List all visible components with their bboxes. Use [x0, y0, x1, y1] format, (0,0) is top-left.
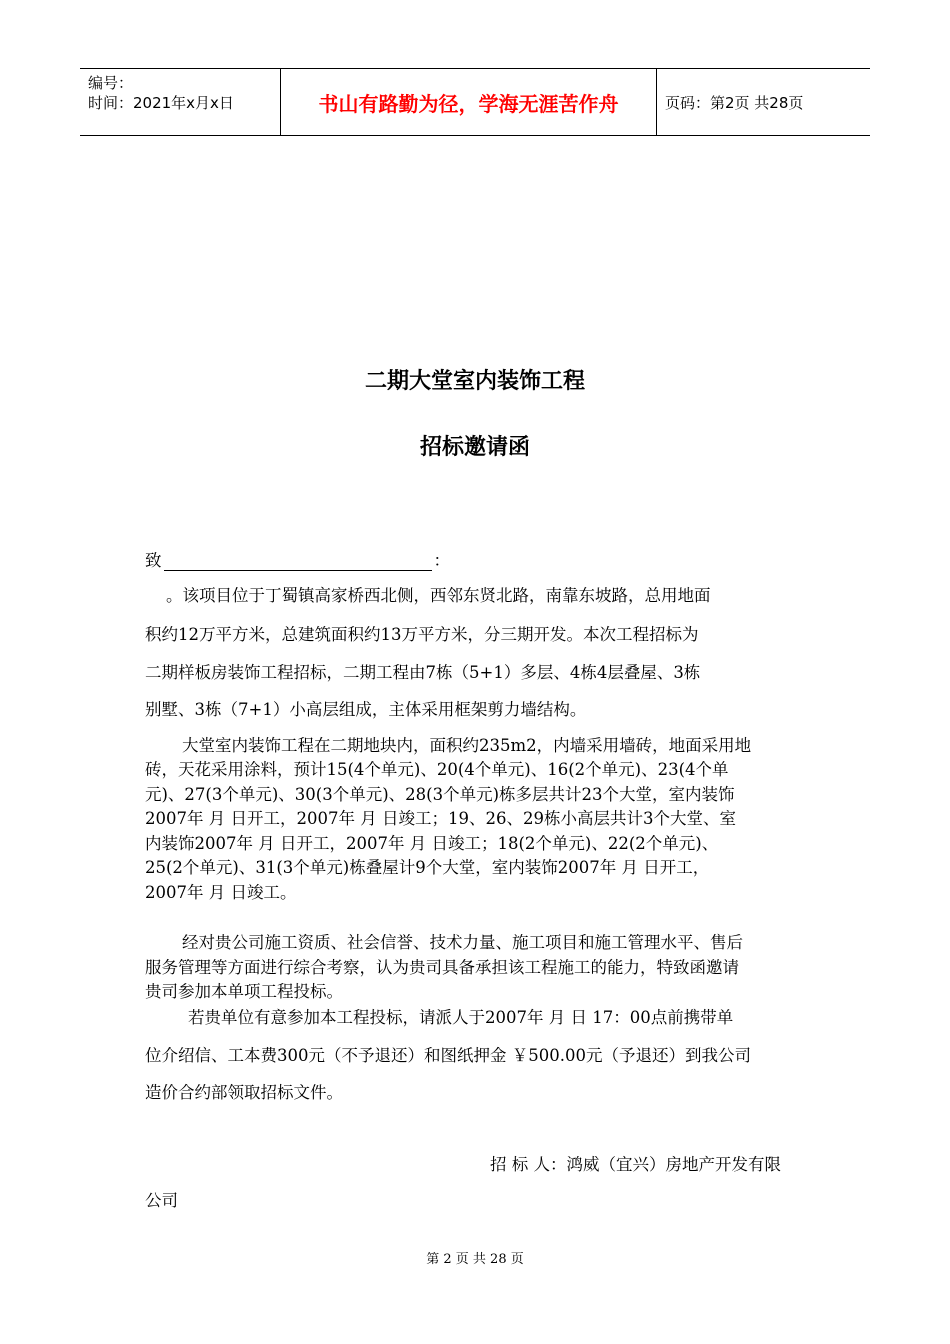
header-page-number: 页码：第2页 共28页	[665, 93, 804, 112]
document-subtitle: 招标邀请函	[419, 435, 530, 460]
page-footer: 第 2 页 共 28 页	[426, 1252, 524, 1267]
paragraph-line: 造价合约部领取招标文件。	[145, 1083, 343, 1102]
addressee-blank	[164, 552, 432, 571]
serial-label: 编号：	[88, 74, 134, 92]
paragraph-line: 服务管理等方面进行综合考察，认为贵司具备承担该工程施工的能力，特致函邀请	[145, 958, 739, 977]
time-label: 时间：2021年x月x日	[88, 94, 234, 112]
addressee-prefix: 致	[145, 551, 162, 570]
header-meta	[80, 69, 281, 135]
paragraph-line: 别墅、3栋（7+1）小高层组成，主体采用框架剪力墙结构。	[145, 700, 587, 719]
header-motto: 书山有路勤为径，学海无涯苦作舟	[281, 69, 657, 135]
page-header	[80, 68, 870, 136]
addressee-line	[145, 547, 845, 571]
paragraph-line: 位介绍信、工本费300元（不予退还）和图纸押金 ￥500.00元（予退还）到我公司	[145, 1046, 751, 1065]
addressee-suffix: ：	[433, 551, 450, 570]
paragraph-line: 内装饰2007年 月 日开工，2007年 月 日竣工；18(2个单元)、22(2个单元)、	[145, 834, 719, 853]
document-title: 二期大堂室内装饰工程	[364, 369, 585, 394]
paragraph-line: 元)、27(3个单元)、30(3个单元)、28(3个单元)栋多层共计23个大堂，室内装饰	[145, 785, 735, 804]
paragraph-line: 经对贵公司施工资质、社会信誉、技术力量、施工项目和施工管理水平、售后	[182, 933, 743, 952]
paragraph-line: 2007年 月 日竣工。	[145, 883, 297, 902]
paragraph-line: 贵司参加本单项工程投标。	[145, 982, 343, 1001]
paragraph-line: 25(2个单元)、31(3个单元)栋叠屋计9个大堂，室内装饰2007年 月 日开工，	[145, 858, 710, 877]
paragraph-line: 大堂室内装饰工程在二期地块内，面积约235m2，内墙采用墙砖，地面采用地	[182, 736, 752, 755]
paragraph-line: 若贵单位有意参加本工程投标，请派人于2007年 月 日 17：00点前携带单	[188, 1008, 734, 1027]
signature-line-continued: 公司	[145, 1191, 178, 1210]
paragraph-line: 。该项目位于丁蜀镇高家桥西北侧，西邻东贤北路，南靠东坡路，总用地面	[166, 586, 711, 605]
paragraph-line: 二期样板房装饰工程招标，二期工程由7栋（5+1）多层、4栋4层叠屋、3栋	[145, 663, 701, 682]
signature-line: 招 标 人：鸿威（宜兴）房地产开发有限	[490, 1155, 781, 1174]
paragraph-line: 砖，天花采用涂料，预计15(4个单元)、20(4个单元)、16(2个单元)、23(4个单	[145, 760, 729, 779]
paragraph-line: 2007年 月 日开工，2007年 月 日竣工；19、26、29栋小高层共计3个大堂、室	[145, 809, 736, 828]
paragraph-line: 积约12万平方米，总建筑面积约13万平方米，分三期开发。本次工程招标为	[145, 625, 699, 644]
